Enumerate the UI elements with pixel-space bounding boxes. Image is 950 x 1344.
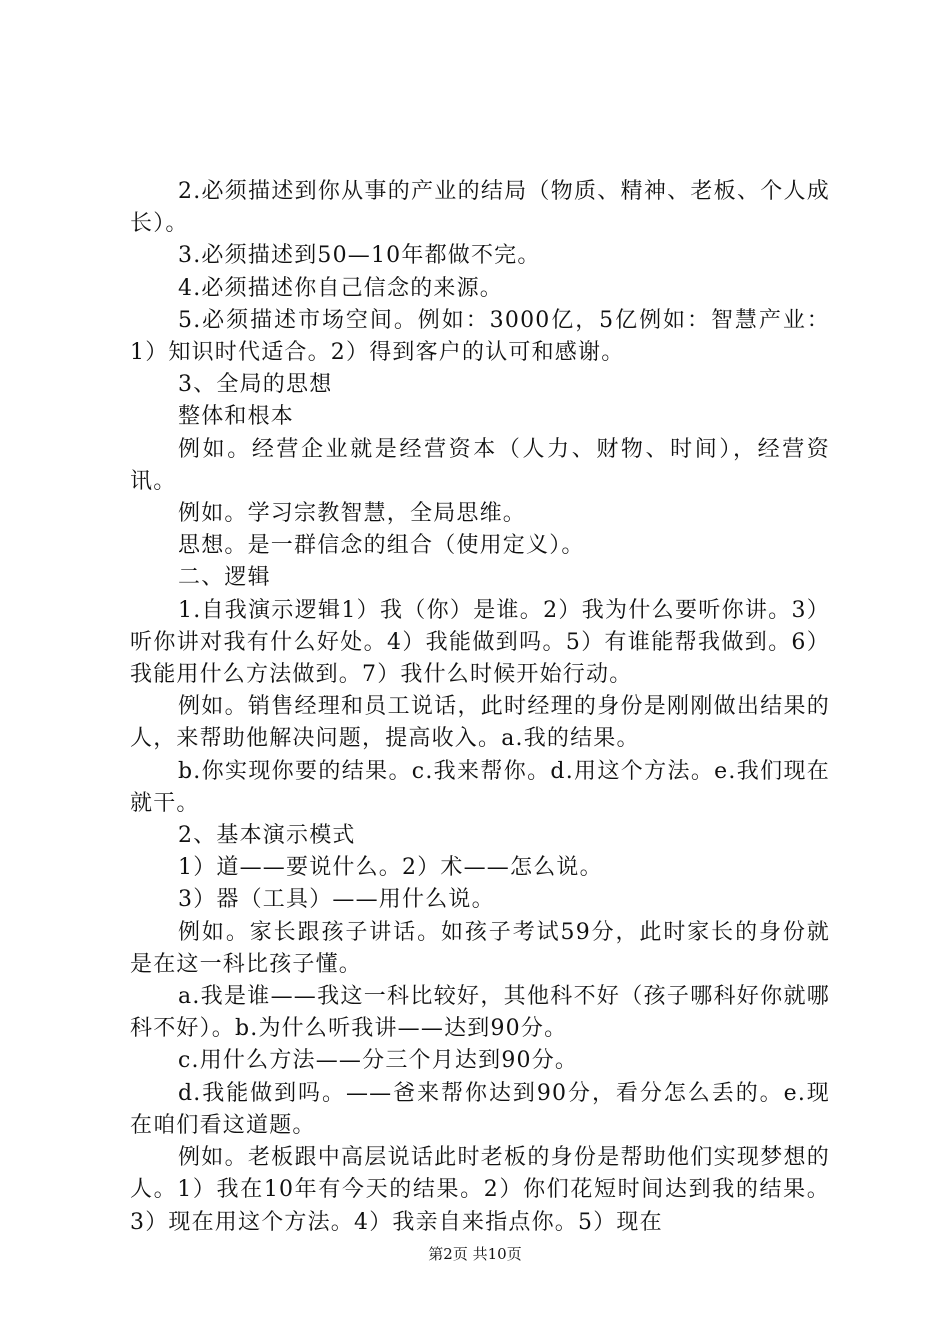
paragraph-1: 2.必须描述到你从事的产业的结局（物质、精神、老板、个人成长）。 <box>130 179 830 237</box>
page-number-footer: 第2页 共10页 <box>428 1245 522 1263</box>
paragraph-4: 5.必须描述市场空间。例如：3000亿，5亿例如：智慧产业：1）知识时代适合。2）得到客户的认可和感谢。 <box>130 307 830 366</box>
paragraph-20: d.我能做到吗。——爸来帮你达到90分，看分怎么丢的。e.现在咱们看这道题。 <box>130 1080 830 1138</box>
paragraph-13: b.你实现你要的结果。c.我来帮你。d.用这个方法。e.我们现在就干。 <box>130 758 830 816</box>
paragraph-8: 例如。学习宗教智慧，全局思维。 <box>178 501 527 527</box>
paragraph-19: c.用什么方法——分三个月达到90分。 <box>178 1048 579 1074</box>
paragraph-17: 例如。家长跟孩子讲话。如孩子考试59分，此时家长的身份就是在这一科比孩子懂。 <box>130 919 830 977</box>
paragraph-11: 1.自我演示逻辑1）我（你）是谁。2）我为什么要听你讲。3）听你讲对我有什么好处。4）我能做到吗。5）有谁能帮我做到。6）我能用什么方法做到。7）我什么时候开始行动。 <box>130 597 830 688</box>
section-heading-global-thinking: 3、全局的思想 <box>178 372 333 398</box>
document-body <box>130 176 830 1239</box>
paragraph-18: a.我是谁——我这一科比较好，其他科不好（孩子哪科好你就哪科不好）。b.为什么听我讲——达到90分。 <box>130 984 830 1042</box>
paragraph-3: 4.必须描述你自己信念的来源。 <box>178 275 503 301</box>
paragraph-12: 例如。销售经理和员工说话，此时经理的身份是刚刚做出结果的人，来帮助他解决问题，提高收入。a.我的结果。 <box>130 694 830 752</box>
paragraph-16: 3）器（工具）——用什么说。 <box>178 887 495 913</box>
paragraph-6: 整体和根本 <box>178 404 295 430</box>
section-heading-basic-mode: 2、基本演示模式 <box>178 823 356 849</box>
paragraph-21: 例如。老板跟中高层说话此时老板的身份是帮助他们实现梦想的人。1）我在10年有今天的结果。2）你们花短时间达到我的结果。3）现在用这个方法。4）我亲自来指点你。5）现在 <box>130 1145 830 1235</box>
paragraph-15: 1）道——要说什么。2）术——怎么说。 <box>178 855 603 881</box>
paragraph-7: 例如。经营企业就是经营资本（人力、财物、时间），经营资讯。 <box>130 436 830 494</box>
paragraph-2: 3.必须描述到50—10年都做不完。 <box>178 243 541 269</box>
section-heading-logic: 二、逻辑 <box>178 565 271 591</box>
paragraph-9: 思想。是一群信念的组合（使用定义）。 <box>178 533 585 559</box>
